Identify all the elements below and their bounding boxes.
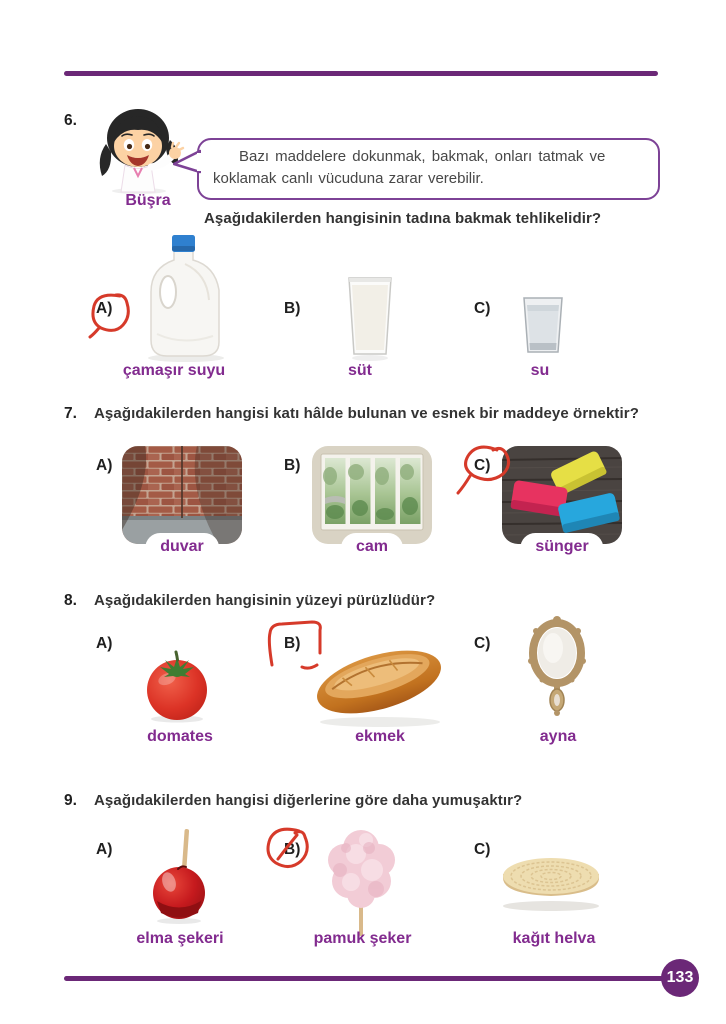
bubble-text-line1: Bazı maddelere dokunmak, bakmak, onları tatmak ve — [239, 148, 606, 165]
answer-mark-q9-b — [261, 824, 319, 880]
window-image — [312, 446, 432, 544]
option-caption-q9-b: pamuk şeker — [313, 930, 412, 947]
answer-mark-q8-b — [264, 619, 330, 677]
option-letter-q8-c: C) — [474, 635, 491, 652]
question-6-number: 6. — [64, 112, 77, 129]
cotton-candy-image — [316, 826, 406, 936]
option-letter-q6-a: A) — [96, 300, 113, 317]
option-letter-q9-b: B) — [284, 841, 301, 858]
option-letter-q7-c: C) — [474, 457, 491, 474]
option-caption-q8-c: ayna — [539, 728, 577, 745]
option-caption-q6-a: çamaşır suyu — [122, 362, 226, 379]
option-letter-q6-b: B) — [284, 300, 301, 317]
hand-mirror-image — [524, 615, 590, 717]
bubble-text-line2: koklamak canlı vücuduna zarar verebilir. — [213, 169, 484, 187]
option-letter-q9-a: A) — [96, 841, 113, 858]
option-caption-q9-c: kağıt helva — [512, 930, 596, 947]
option-letter-q8-a: A) — [96, 635, 113, 652]
character-name: Büşra — [125, 192, 171, 209]
option-caption-q6-b: süt — [348, 362, 372, 379]
option-caption-q7-a: duvar — [147, 535, 217, 561]
brick-wall-photo-card — [122, 446, 242, 555]
option-letter-q6-c: C) — [474, 300, 491, 317]
page-number: 133 — [666, 969, 694, 986]
tomato-image — [138, 646, 216, 724]
option-letter-q8-b: B) — [284, 635, 301, 652]
bleach-bottle-image — [133, 234, 235, 364]
bottom-rule — [64, 976, 664, 981]
option-letter-q7-b: B) — [284, 457, 301, 474]
option-caption-q7-c: sünger — [522, 535, 601, 561]
question-8-number: 8. — [64, 592, 77, 609]
page-number-badge — [661, 959, 699, 997]
option-caption-q7-b: cam — [343, 535, 401, 561]
option-letter-q9-c: C) — [474, 841, 491, 858]
top-rule — [64, 71, 658, 76]
candy-apple-image — [148, 829, 214, 925]
question-9-text: Aşağıdakilerden hangisi diğerlerine göre daha yumuşaktır? — [94, 792, 523, 809]
question-7-number: 7. — [64, 405, 77, 422]
option-caption-q8-a: domates — [147, 728, 213, 745]
speech-bubble — [197, 138, 660, 200]
option-letter-q7-a: A) — [96, 457, 113, 474]
wafer-halva-image — [496, 850, 606, 912]
question-8-text: Aşağıdakilerden hangisinin yüzeyi pürüzlüdür? — [94, 592, 436, 609]
brick-wall-image — [122, 446, 242, 544]
option-caption-q9-a: elma şekeri — [136, 930, 224, 947]
option-caption-q6-c: su — [530, 362, 550, 379]
question-9-number: 9. — [64, 792, 77, 809]
window-photo-card — [312, 446, 432, 555]
question-7-text: Aşağıdakilerden hangisi katı hâlde bulunan ve esnek bir maddeye örnektir? — [94, 405, 639, 422]
option-caption-q8-b: ekmek — [355, 728, 405, 745]
milk-glass-image — [346, 276, 394, 362]
answer-mark-q7-c — [455, 441, 521, 503]
question-6-text: Aşağıdakilerden hangisinin tadına bakmak tehlikelidir? — [204, 210, 602, 227]
water-glass-image — [521, 296, 565, 358]
answer-mark-q6-a — [86, 289, 142, 345]
speech-bubble-tail — [173, 149, 201, 175]
